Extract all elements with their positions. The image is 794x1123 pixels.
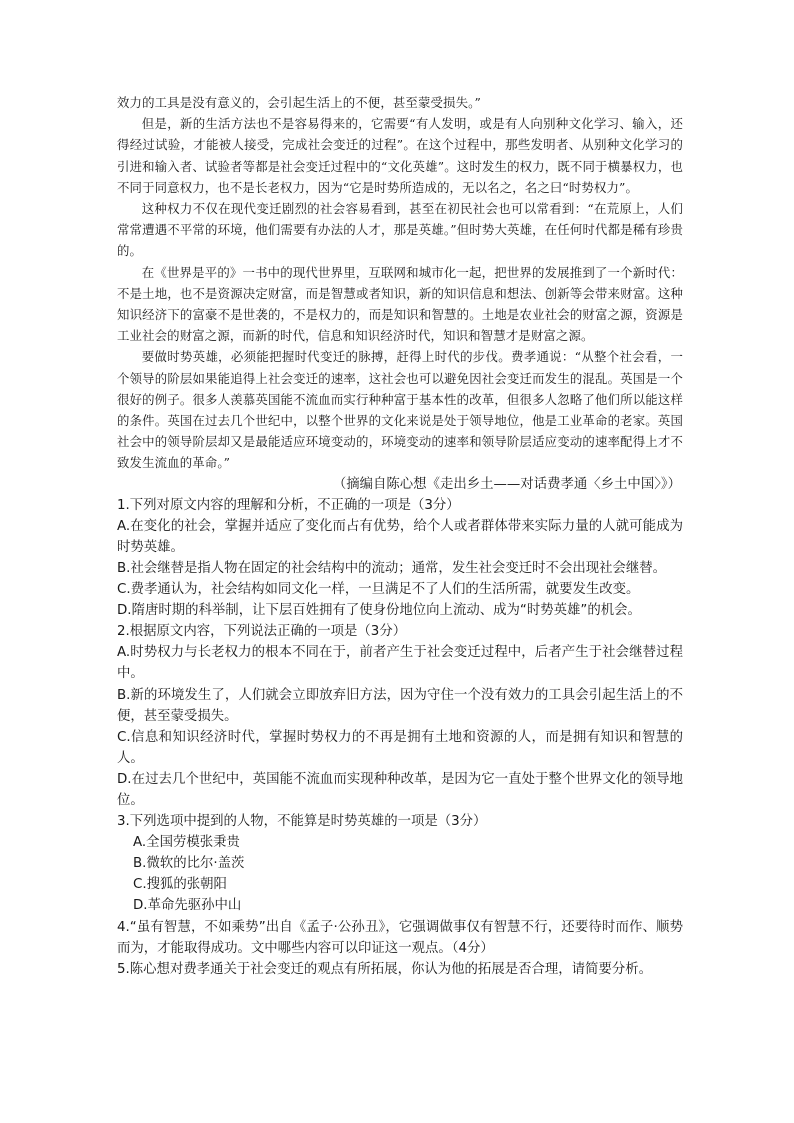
question-2-option-d: D.在过去几个世纪中，英国能不流血而实现种种改革，是因为它一直处于整个世界文化的领导地位。 xyxy=(117,771,683,808)
question-3-option-a: A.全国劳模张秉贵 xyxy=(133,835,240,851)
question-2-option-c: C.信息和知识经济时代，掌握时势权力的不再是拥有土地和资源的人，而是拥有知识和智慧的人。 xyxy=(117,729,683,766)
question-3-option-c: C.搜狐的张朝阳 xyxy=(133,877,227,893)
passage-paragraph: 在《世界是平的》一书中的现代世界里，互联网和城市化一起，把世界的发展推到了一个新时代：不是土地，也不是资源决定财富，而是智慧或者知识，新的知识信息和想法、创新等会带来财富。这种知识经济下的富豪不是世袭的，不是权力的，而是知识和智慧的。土地是农业社会的财富之源，资源是工业社会的财富之源，而新的时代，信息和知识经济时代，知识和智慧才是财富之源。 xyxy=(117,264,683,344)
question-1-option-b: B.社会继替是指人物在固定的社会结构中的流动；通常，发生社会变迁时不会出现社会继替。 xyxy=(117,560,667,576)
passage-paragraph: 要做时势英雄，必须能把握时代变迁的脉搏，赶得上时代的步伐。费孝通说：“从整个社会看，一个领导的阶层如果能追得上社会变迁的速率，这社会也可以避免因社会变迁而发生的混乱。英国是一个很好的例子。很多人羡慕英国能不流血而实行种种富于基本性的改革，但很多人忽略了他们所以能这样的条件。英国在过去几个世纪中，以整个世界的文化来说是处于领导地位，他是工业革命的老家。英国社会中的领导阶层却又是最能适应环境变动的，环境变动的速率和领导阶层适应变动的速率配得上才不致发生流血的革命。” xyxy=(117,349,683,471)
question-1-option-c: C.费孝通认为，社会结构如同文化一样，一旦满足不了人们的生活所需，就要发生改变。 xyxy=(117,582,640,598)
question-2-stem: 2.根据原文内容，下列说法正确的一项是（3分） xyxy=(117,624,407,640)
question-3-stem: 3.下列选项中提到的人物，不能算是时势英雄的一项是（3分） xyxy=(117,814,487,830)
question-1-option-a: A.在变化的社会，掌握并适应了变化而占有优势，给个人或者群体带来实际力量的人就可能成为时势英雄。 xyxy=(117,518,683,555)
passage-paragraph: 这种权力不仅在现代变迁剧烈的社会容易看到，甚至在初民社会也可以常看到：“在荒原上，人们常常遭遇不平常的环境，他们需要有办法的人才，那是英雄。”但时势大英雄，在任何时代都是稀有珍贵的。 xyxy=(117,201,683,259)
question-3-option-b: B.微软的比尔·盖茨 xyxy=(133,856,245,872)
question-5: 5.陈心想对费孝通关于社会变迁的观点有所拓展，你认为他的拓展是否合理，请简要分析。 xyxy=(117,961,653,977)
passage-paragraph: 效力的工具是没有意义的，会引起生活上的不便，甚至蒙受损失。” xyxy=(117,95,481,110)
question-1-stem: 1.下列对原文内容的理解和分析，不正确的一项是（3分） xyxy=(117,497,460,513)
questions-section xyxy=(117,495,683,980)
source-citation: （摘编自陈心想《走出乡土——对话费孝通〈乡土中国〉》） xyxy=(332,476,681,492)
question-2-option-a: A.时势权力与长老权力的根本不同在于，前者产生于社会变迁过程中，后者产生于社会继替过程中。 xyxy=(117,645,683,682)
exam-page xyxy=(117,92,683,980)
reading-passage xyxy=(117,92,683,474)
question-2-option-b: B.新的环境发生了，人们就会立即放弃旧方法，因为守住一个没有效力的工具会引起生活上的不便，甚至蒙受损失。 xyxy=(117,687,683,724)
passage-paragraph: 但是，新的生活方法也不是容易得来的，它需要“有人发明，或是有人向别种文化学习、输入，还得经过试验，才能被人接受，完成社会变迁的过程”。在这个过程中，那些发明者、从别种文化学习的引进和输入者、试验者等都是社会变迁过程中的“文化英雄”。这时发生的权力，既不同于横暴权力，也不同于同意权力，也不是长老权力，因为“它是时势所造成的，无以名之，名之曰“时势权力”。 xyxy=(117,116,683,195)
question-1-option-d: D.隋唐时期的科举制，让下层百姓拥有了使身份地位向上流动、成为“时势英雄”的机会。 xyxy=(117,603,641,619)
question-4: 4.“虽有智慧，不如乘势”出自《孟子·公孙丑》，它强调做事仅有智慧不行，还要待时而作、顺势而为，才能取得成功。文中哪些内容可以印证这一观点。（4分） xyxy=(117,919,683,956)
question-3-option-d: D.革命先驱孙中山 xyxy=(133,898,242,914)
